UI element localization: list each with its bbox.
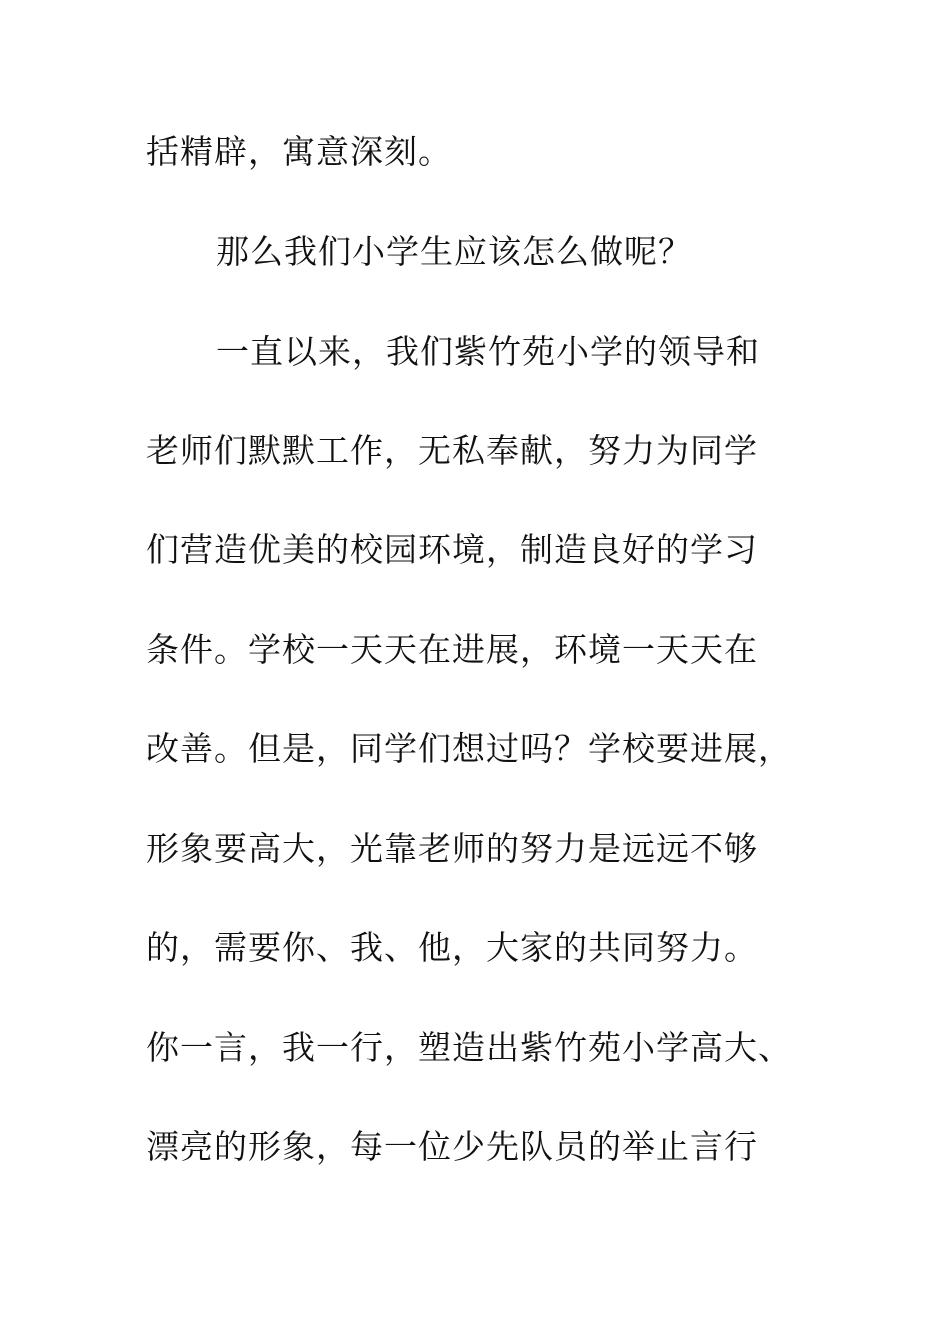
paragraph-line: 的，需要你、我、他，大家的共同努力。 — [146, 928, 758, 967]
paragraph-line: 们营造优美的校园环境，制造良好的学习 — [146, 530, 758, 569]
paragraph-line: 你一言，我一行，塑造出紫竹苑小学高大、 — [146, 1028, 792, 1067]
paragraph-line: 括精辟，寓意深刻。 — [146, 132, 452, 171]
paragraph-line: 改善。但是，同学们想过吗？学校要进展， — [146, 729, 792, 768]
paragraph-line: 老师们默默工作，无私奉献，努力为同学 — [146, 431, 758, 470]
paragraph-line: 条件。学校一天天在进展，环境一天天在 — [146, 630, 758, 669]
paragraph-line: 形象要高大，光靠老师的努力是远远不够 — [146, 829, 758, 868]
paragraph-line: 一直以来，我们紫竹苑小学的领导和 — [216, 332, 760, 371]
paragraph-line: 那么我们小学生应该怎么做呢？ — [216, 232, 692, 271]
paragraph-line: 漂亮的形象，每一位少先队员的举止言行 — [146, 1127, 758, 1166]
